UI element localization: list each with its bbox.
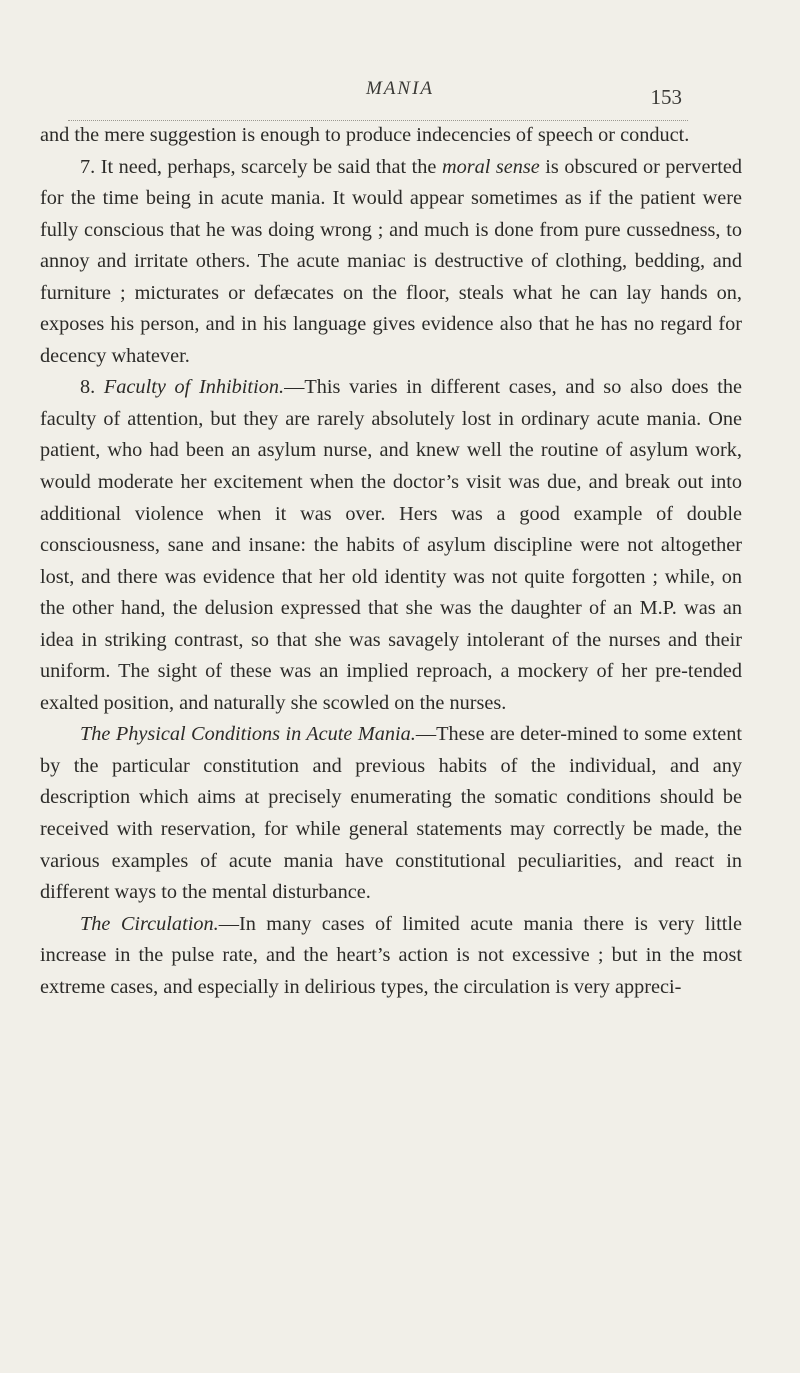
text-run: —In many cases of limited acute mania there is very little increase in the pulse rate, and the heart’s action is not excessive ; but in the most extreme cases, and especially in delirious types, the circulation is very appreci- <box>40 912 742 998</box>
paragraph-p1 <box>40 120 742 152</box>
page-number: 153 <box>650 85 682 109</box>
paragraph-p4 <box>40 719 742 908</box>
italic-run: Faculty of Inhibition. <box>103 376 285 399</box>
running-head-title: MANIA <box>365 78 435 99</box>
text-run: —These are deter-mined to some extent by the particular constitution and previous habits of the individual, and any description which aims at precisely enumerating the somatic conditions should be received with reservation, for while general statements may correctly be made, the various examples of acute mania have constitutional peculiarities, and react in different ways to the mental disturbance. <box>40 723 742 904</box>
italic-run: moral sense <box>441 155 540 178</box>
text-run: 7. It need, perhaps, scarcely be said that the <box>80 155 442 178</box>
italic-run: The Physical Conditions in Acute Mania. <box>80 723 416 746</box>
paragraph-p3 <box>40 372 742 719</box>
text-run: and the mere suggestion is enough to produce indecencies of speech or conduct. <box>40 124 690 146</box>
paragraph-p5 <box>40 909 742 1004</box>
text-run: is obscured or perverted for the time being in acute mania. It would appear sometimes as if the patient were fully conscious that he was doing wrong ; and much is done from pure cussedness, to annoy and irritate others. The acute maniac is destructive of clothing, bedding, and furniture ; micturates or defæcates on the floor, steals what he can lay hands on, exposes his person, and in his language gives evidence also that he has no regard for decency whatever. <box>40 155 742 367</box>
paragraph-p2 <box>40 152 742 373</box>
text-run: 8. <box>80 376 104 399</box>
running-head <box>0 78 800 118</box>
italic-run: The Circulation. <box>80 912 219 935</box>
text-run: —This varies in different cases, and so also does the faculty of attention, but they are rarely absolutely lost in ordinary acute mania. One patient, who had been an asylum nurse, and knew well the routine of asylum work, would moderate her excitement when the doctor’s visit was due, and break out into additional violence when it was over. Hers was a good example of double consciousness, sane and insane: the habits of asylum discipline were not altogether lost, and there was evidence that her old identity was not quite forgotten ; while, on the other hand, the delusion expressed that she was the daughter of an M.P. was an idea in striking contrast, so that she was savagely intolerant of the nurses and their uniform. The sight of these was an implied reproach, a mockery of her pre-tended exalted position, and naturally she scowled on the nurses. <box>40 376 743 714</box>
body-text <box>40 120 742 1003</box>
